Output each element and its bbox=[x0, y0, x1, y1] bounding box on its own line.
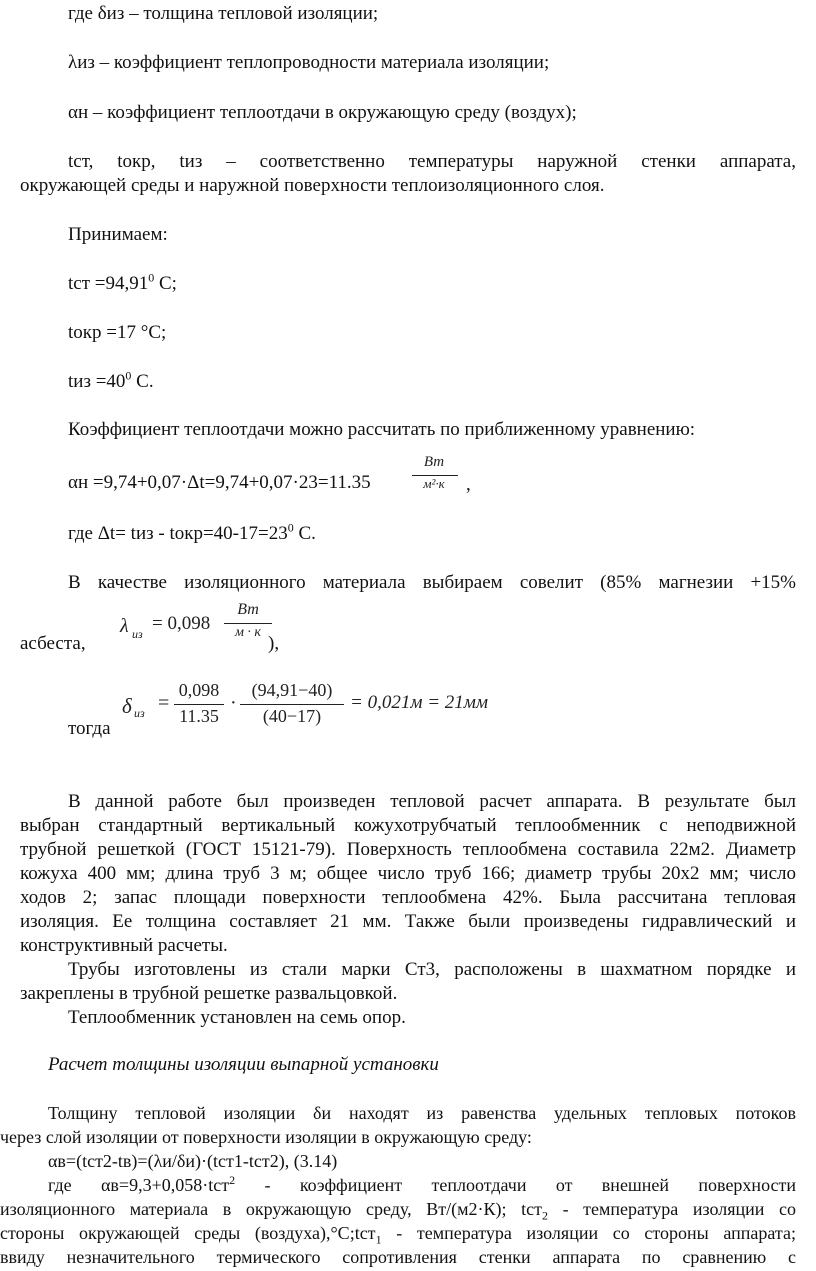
section-line7: ввиду незначительного термического сопротивления стенки аппарата по сравнению с bbox=[0, 1247, 796, 1267]
summary-line1: В данной работе был произведен тепловой расчет аппарата. В результате был bbox=[68, 791, 796, 812]
summary-line5: ходов 2; запас площади поверхности теплообмена 42%. Была рассчитана тепловая bbox=[20, 887, 796, 908]
lambda-unit-denominator: м · к bbox=[235, 625, 261, 640]
then-label: тогда bbox=[68, 718, 111, 739]
frac2-denominator: (40−17) bbox=[262, 706, 322, 726]
tst-unit: С; bbox=[154, 273, 177, 294]
tiz-degree: 0 bbox=[125, 368, 132, 383]
summary-line7: конструктивный расчеты. bbox=[20, 935, 228, 956]
section-line5-start: изоляционного материала в окружающую среду, Вт/(м2·К); tст bbox=[0, 1199, 542, 1219]
tiz-unit: С. bbox=[131, 371, 154, 392]
tst-value bbox=[68, 272, 177, 296]
frac2-numerator: (94,91−40) bbox=[251, 680, 333, 700]
summary-line3: трубной решеткой (ГОСТ 15121-79). Поверхность теплообмена составила 22м2. Диаметр bbox=[20, 839, 796, 860]
delta-subscript: из bbox=[134, 706, 145, 720]
summary-line9: закреплены в трубной решетке развальцовкой. bbox=[20, 983, 398, 1004]
tiz-label: tиз =40 bbox=[68, 371, 126, 392]
section-line5-sub: 2 bbox=[541, 1208, 548, 1223]
summary-line2: выбран стандартный вертикальный кожухотрубчатый теплообменник с неподвижной bbox=[20, 815, 796, 836]
section-line2: через слой изоляции от поверхности изоляции в окружающую среду: bbox=[0, 1127, 532, 1147]
alpha-formula: αн =9,74+0,07·Δt=9,74+0,07·23=11.35 bbox=[68, 472, 371, 493]
summary-line8: Трубы изготовлены из стали марки Ст3, расположены в шахматном порядке и bbox=[68, 959, 796, 980]
definition-temps-line1: tст, tокр, tиз – соответственно температуры наружной стенки аппарата, bbox=[68, 151, 796, 172]
section-line4 bbox=[48, 1173, 796, 1197]
alpha-unit-fraction bbox=[410, 456, 458, 498]
alpha-comma: , bbox=[466, 474, 471, 495]
mult-dot: · bbox=[230, 692, 237, 714]
delta-t-degree: 0 bbox=[287, 520, 294, 535]
definition-alpha: αн – коэффициент теплоотдачи в окружающую среду (воздух); bbox=[68, 102, 577, 123]
lambda-unit-numerator: Вт bbox=[237, 601, 259, 618]
definition-lambda: λиз – коэффициент теплопроводности материала изоляции; bbox=[68, 52, 550, 73]
section-line4-sup: 2 bbox=[229, 1173, 236, 1187]
section-line6 bbox=[0, 1221, 796, 1245]
frac1-denominator: 11.35 bbox=[179, 706, 219, 726]
section-line6-end: - температура изоляции со стороны аппарата; bbox=[381, 1223, 796, 1243]
tokr-value: tокр =17 °С; bbox=[68, 322, 167, 343]
lambda-subscript: из bbox=[132, 627, 143, 641]
tst-degree: 0 bbox=[148, 270, 155, 285]
lambda-value: = 0,098 bbox=[152, 613, 211, 634]
section-line5-end: - температура изоляции со bbox=[547, 1199, 796, 1219]
summary-line10: Теплообменник установлен на семь опор. bbox=[68, 1007, 406, 1028]
frac1-numerator: 0,098 bbox=[178, 680, 220, 700]
tiz-value bbox=[68, 370, 154, 394]
delta-result: = 0,021м = 21мм bbox=[350, 692, 489, 713]
summary-line4: кожуха 400 мм; длина труб 3 м; общее число труб 166; диаметр трубы 20х2 мм; число bbox=[20, 863, 796, 884]
section-heading: Расчет толщины изоляции выпарной установки bbox=[48, 1054, 439, 1075]
section-line6-start: стороны окружающей среды (воздуха),°С;tст bbox=[0, 1223, 376, 1243]
material-line2: асбеста, bbox=[20, 633, 86, 654]
alpha-unit-numerator: Вт bbox=[423, 454, 445, 470]
material-close-paren: ), bbox=[268, 633, 280, 654]
section-line5 bbox=[0, 1197, 796, 1221]
section-line4-end: - коэффициент теплоотдачи от внешней поверхности bbox=[235, 1175, 797, 1195]
section-line6-sub: 1 bbox=[375, 1232, 382, 1247]
delta-t-unit: С. bbox=[293, 523, 316, 544]
delta-symbol: δ bbox=[122, 694, 132, 718]
lambda-symbol: λ bbox=[120, 615, 129, 637]
definition-delta: где δиз – толщина тепловой изоляции; bbox=[68, 3, 379, 24]
section-line4-start: где αв=9,3+0,058·tст bbox=[48, 1175, 230, 1195]
delta-t-formula bbox=[68, 522, 316, 546]
delta-t-label: где Δt= tиз - tокр=40-17=23 bbox=[68, 523, 288, 544]
delta-formula bbox=[122, 680, 502, 732]
material-line1: В качестве изоляционного материала выбираем совелит (85% магнезии +15% bbox=[68, 572, 796, 593]
lambda-formula bbox=[120, 601, 280, 651]
tst-label: tст =94,91 bbox=[68, 273, 149, 294]
alpha-unit-denominator: м²·к bbox=[423, 476, 445, 491]
accept-title: Принимаем: bbox=[68, 224, 168, 245]
definition-temps-line2: окружающей среды и наружной поверхности теплоизоляционного слоя. bbox=[20, 175, 605, 196]
section-line3: αв=(tст2-tв)=(λи/δи)·(tст1-tст2), (3.14) bbox=[48, 1151, 338, 1171]
delta-equals: = bbox=[158, 692, 170, 714]
coef-intro: Коэффициент теплоотдачи можно рассчитать по приближенному уравнению: bbox=[68, 419, 696, 440]
section-line1: Толщину тепловой изоляции δи находят из равенства удельных тепловых потоков bbox=[48, 1103, 796, 1123]
summary-line6: изоляция. Ее толщина составляет 21 мм. Также были произведены гидравлический и bbox=[20, 911, 796, 932]
